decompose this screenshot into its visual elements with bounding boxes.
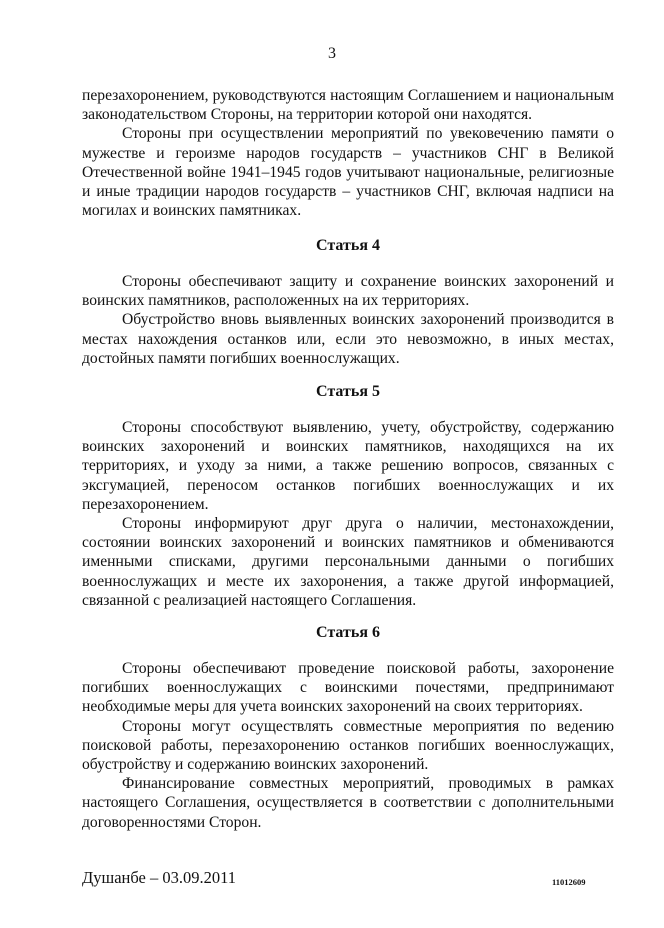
- article-6-paragraph-3: Финансирование совместных мероприятий, проводимых в рамках настоящего Соглашения, осуществляется в соответствии с дополнительными договоренностями Сторон.: [82, 775, 614, 831]
- article-4-heading: Статья 4: [316, 237, 380, 254]
- article-5-paragraph-2: Стороны информируют друг друга о наличии, местонахождении, состоянии воинских захоронений и воинских памятников и обмениваются именными списками, другими персональными данными о погибших военнослужащих и месте их захоронения, а также другой информацией, связанной с реализацией настоящего Соглашения.: [82, 515, 614, 609]
- intro-section: [82, 86, 614, 220]
- intro-paragraph-1: перезахоронением, руководствуются настоящим Соглашением и национальным законодательством Стороны, на территории которой они находятся.: [82, 87, 614, 124]
- intro-paragraph-2: Стороны при осуществлении мероприятий по увековечению памяти о мужестве и героизме народов государств – участников СНГ в Великой Отечественной войне 1941–1945 годов учитывают национальные, религиозные и иные традиции народов государств – участников СНГ, включая надписи на могилах и воинских памятниках.: [82, 125, 614, 220]
- page-number: 3: [328, 45, 336, 62]
- article-5-body: [82, 418, 614, 610]
- article-4-paragraph-2: Обустройство вновь выявленных воинских захоронений производится в местах нахождения останков или, если это невозможно, в иных местах, достойных памяти погибших военнослужащих.: [82, 311, 614, 367]
- footer-doc-code: 11012609: [552, 877, 586, 887]
- article-5-paragraph-1: Стороны способствуют выявлению, учету, обустройству, содержанию воинских захоронений и воинских памятников, находящихся на их территориях, и уходу за ними, а также решению вопросов, связанных с эксгумацией, переносом останков погибших военнослужащих и их перезахоронением.: [82, 419, 614, 513]
- article-6-body: [82, 659, 614, 832]
- article-4-body: [82, 272, 614, 368]
- article-5-heading: Статья 5: [316, 383, 380, 400]
- footer-place-date: Душанбе – 03.09.2011: [82, 868, 237, 887]
- article-6-paragraph-1: Стороны обеспечивают проведение поисковой работы, захоронение погибших военнослужащих с воинскими почестями, предпринимают необходимые меры для учета воинских захоронений на своих территориях.: [82, 660, 614, 716]
- article-4-paragraph-1: Стороны обеспечивают защиту и сохранение воинских захоронений и воинских памятников, расположенных на их территориях.: [82, 273, 614, 310]
- article-6-paragraph-2: Стороны могут осуществлять совместные мероприятия по ведению поисковой работы, перезахоронению останков погибших военнослужащих, обустройству и содержанию воинских захоронений.: [82, 717, 614, 774]
- article-6-heading: Статья 6: [316, 624, 380, 641]
